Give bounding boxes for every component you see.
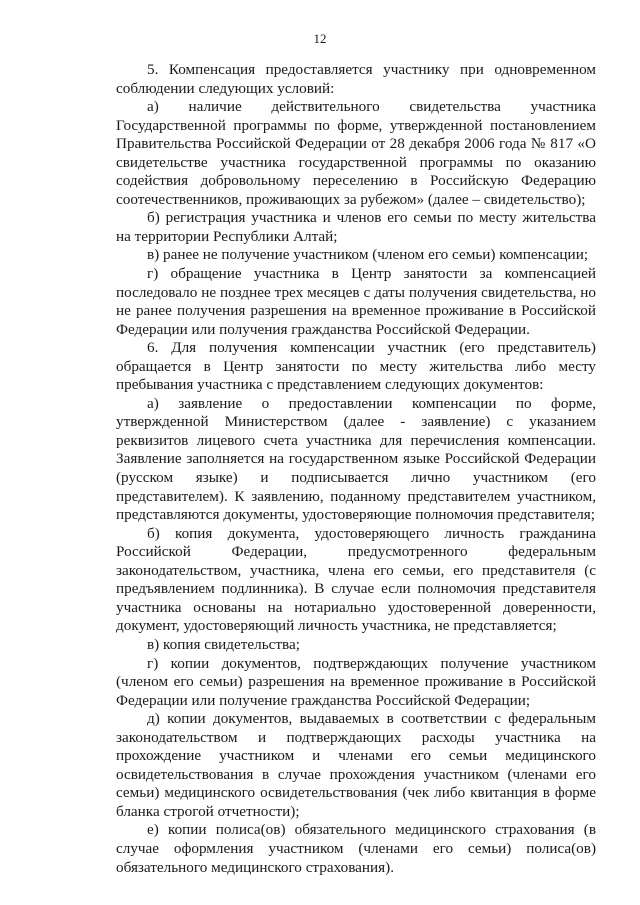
- paragraph-item-6: 6. Для получения компенсации участник (его представитель) обращается в Центр занятости по месту жительства либо месту пребывания участника с представлением следующих документов:: [116, 339, 596, 394]
- paragraph-subitem-6e: е) копии полиса(ов) обязательного медицинского страхования (в случае оформления участником (членами его семьи) полиса(ов) обязательного медицинского страхования).: [116, 821, 596, 876]
- paragraph-item-5: 5. Компенсация предоставляется участнику при одновременном соблюдении следующих условий:: [116, 61, 596, 97]
- paragraph-subitem-6b: б) копия документа, удостоверяющего личность гражданина Российской Федерации, предусмотренного федеральным законодательством, участника, члена его семьи, его представителя (с предъявлением подлинника). В случае если полномочия представителя участника основаны на нотариально удостоверенной доверенности, документ, удостоверяющий личность участника, не представляется;: [116, 524, 596, 635]
- document-body: [116, 61, 596, 877]
- paragraph-subitem-6g: г) копии документов, подтверждающих получение участником (членом его семьи) разрешения на временное проживание в Российской Федерации или получение гражданства Российской Федерации;: [116, 654, 596, 709]
- paragraph-subitem-5g: г) обращение участника в Центр занятости за компенсацией последовало не позднее трех месяцев с даты получения свидетельства, но не ранее получения разрешения на временное проживание в Российской Федерации или получения гражданства Российской Федерации.: [116, 265, 596, 338]
- paragraph-subitem-6a: а) заявление о предоставлении компенсации по форме, утвержденной Министерством (далее - заявление) с указанием реквизитов лицевого счета участника для перечисления компенсации. Заявление заполняется на государственном языке Российской Федерации (русском языке) и подписывается лично участником (его представителем). К заявлению, поданному представителем участником, представляются документы, удостоверяющие полномочия представителя;: [116, 394, 596, 524]
- paragraph-subitem-6d: д) копии документов, выдаваемых в соответствии с федеральным законодательством и подтверждающих расходы участника на прохождение участником и членами его семьи медицинского освидетельствования в случае прохождения участником (членами его семьи) медицинского освидетельствования (чек либо квитанция в форме бланка строгой отчетности);: [116, 710, 596, 820]
- paragraph-subitem-5v: в) ранее не получение участником (членом его семьи) компенсации;: [147, 246, 589, 264]
- paragraph-subitem-6v: в) копия свидетельства;: [147, 635, 300, 653]
- page-number: 12: [313, 31, 327, 46]
- paragraph-subitem-5a: а) наличие действительного свидетельства участника Государственной программы по форме, утвержденной постановлением Правительства Российской Федерации от 28 декабря 2006 года № 817 «О свидетельстве участника государственной программы по оказанию содействия добровольному переселению в Российскую Федерацию соотечественников, проживающих за рубежом» (далее – свидетельство);: [116, 98, 596, 208]
- paragraph-subitem-5b: б) регистрация участника и членов его семьи по месту жительства на территории Республики Алтай;: [116, 209, 596, 245]
